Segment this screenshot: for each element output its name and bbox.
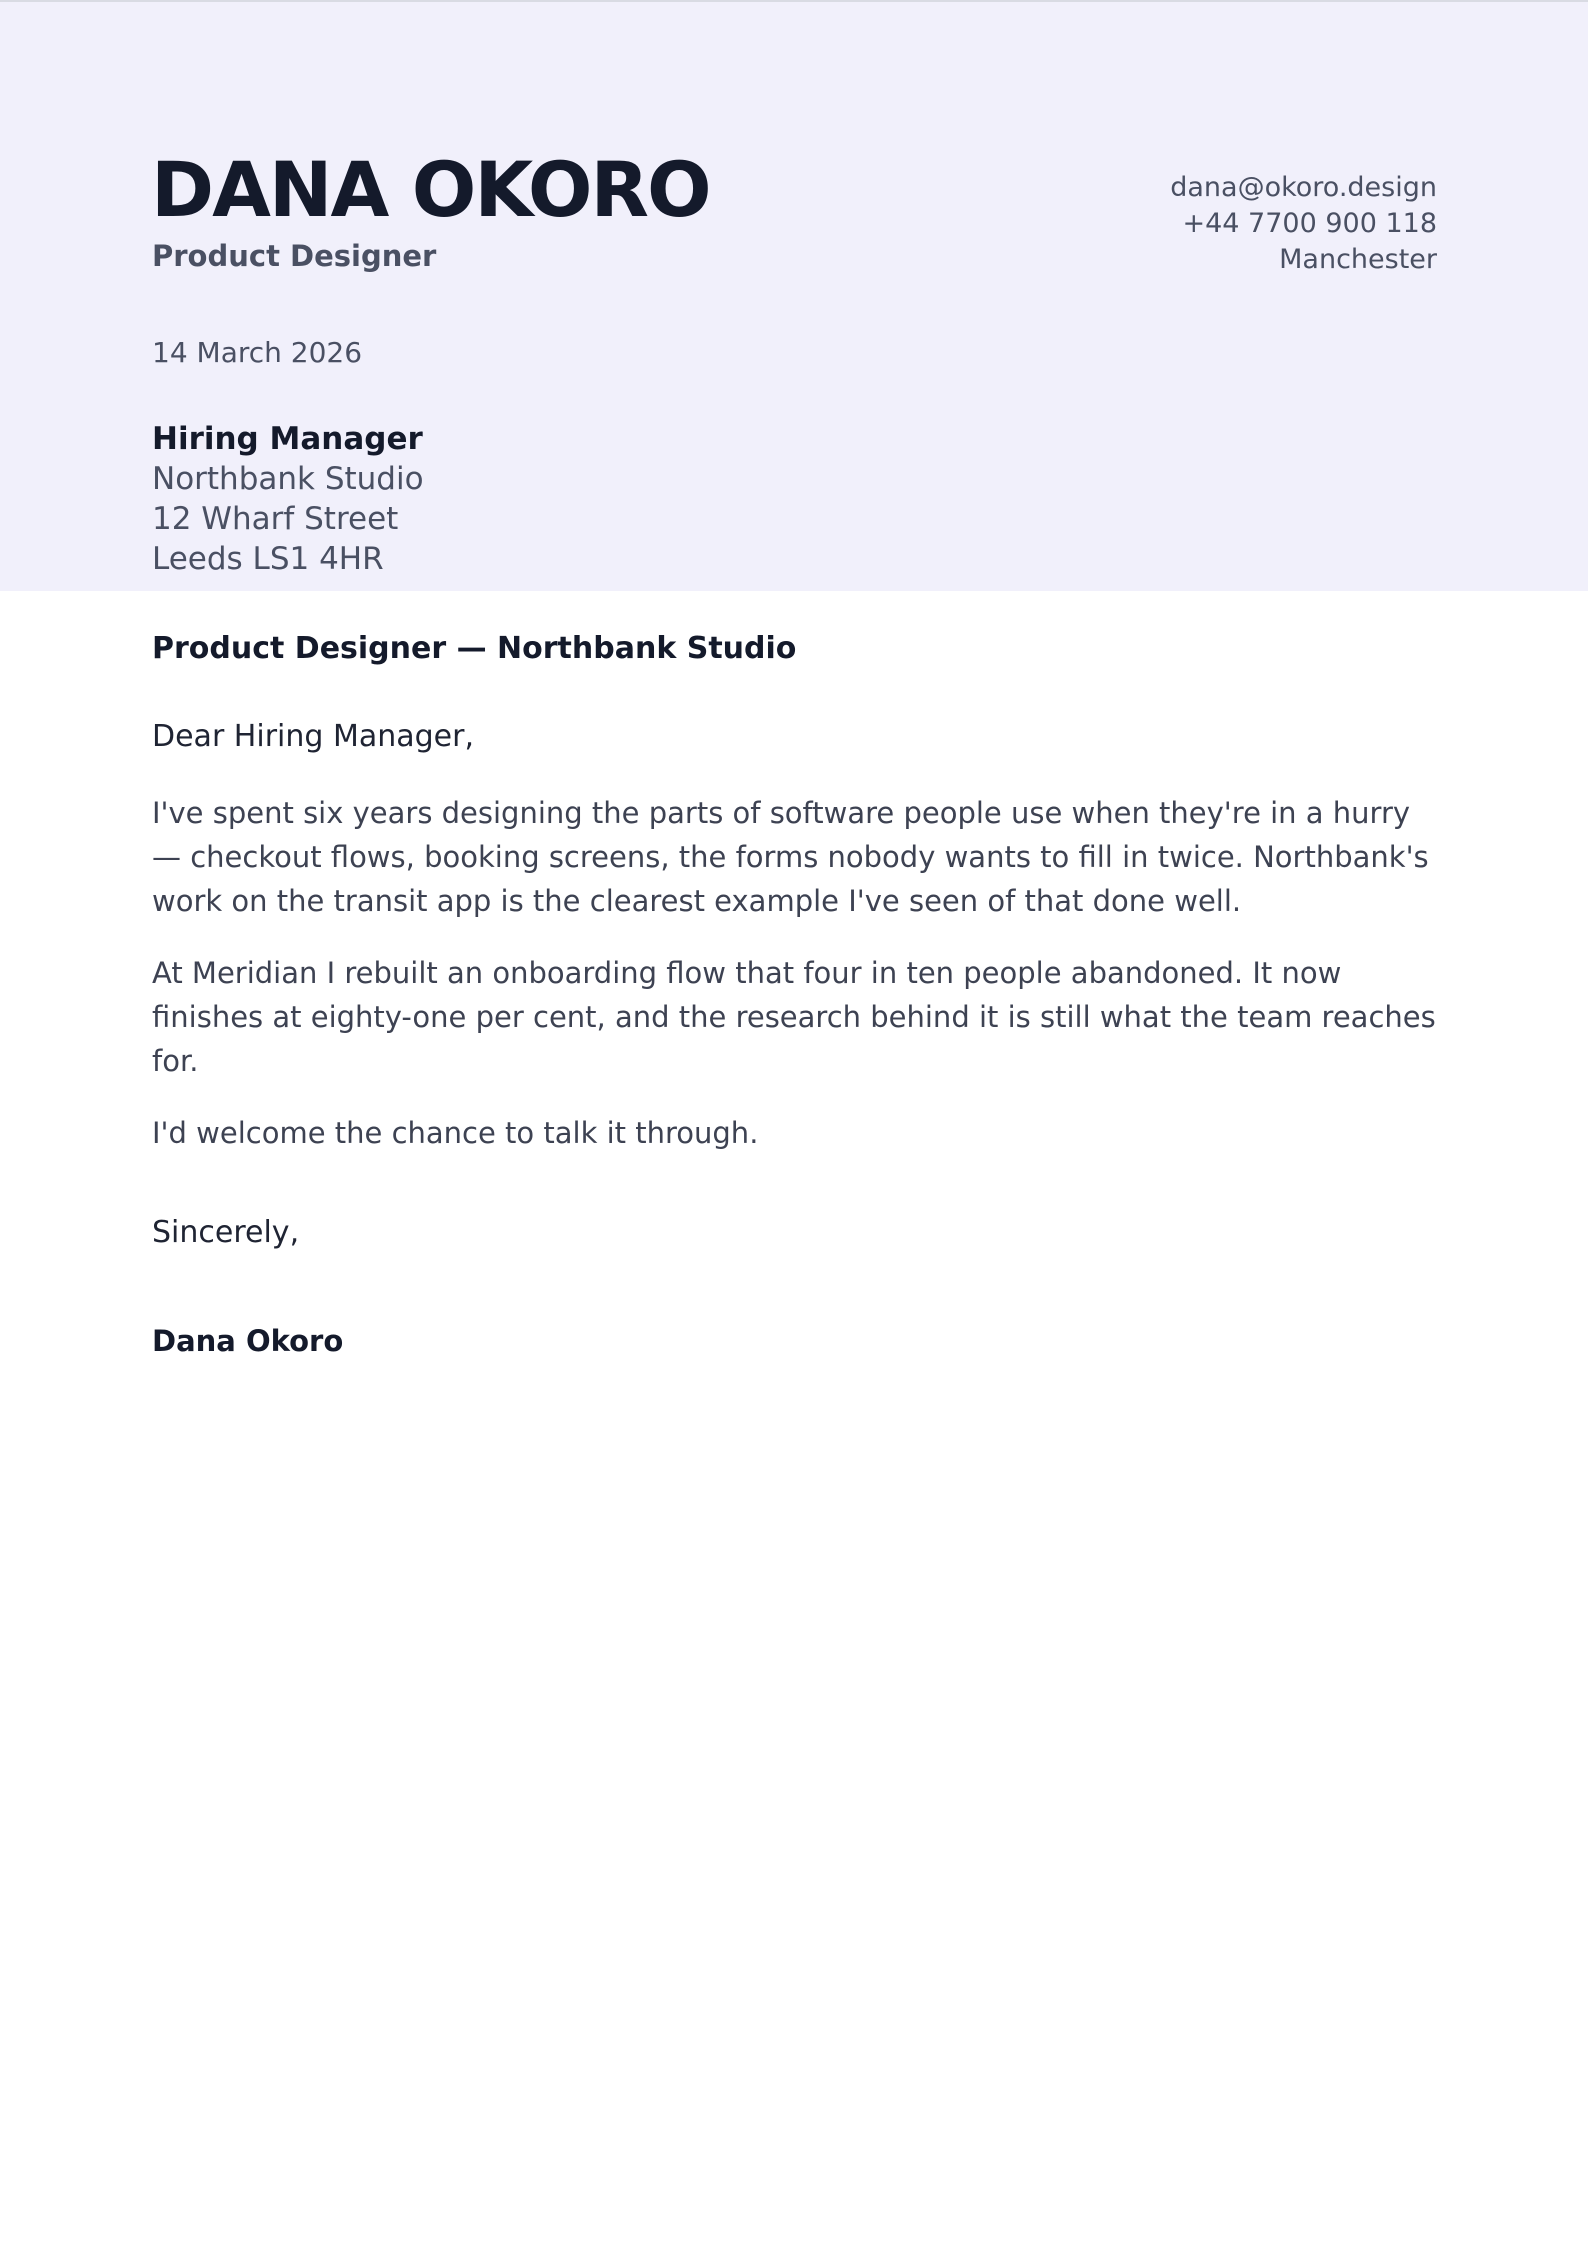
body-paragraph-3: I'd welcome the chance to talk it through. — [152, 1116, 759, 1150]
recipient-city: Leeds LS1 4HR — [152, 541, 384, 577]
recipient-address — [152, 419, 424, 579]
closing: Sincerely, — [152, 1215, 300, 1250]
letter-subject: Product Designer — Northbank Studio — [152, 631, 797, 666]
signature-name: Dana Okoro — [152, 1324, 344, 1358]
recipient-company: Northbank Studio — [152, 461, 424, 497]
recipient-street: 12 Wharf Street — [152, 501, 399, 537]
letter-date: 14 March 2026 — [152, 336, 363, 369]
contact-city: Manchester — [1279, 244, 1437, 275]
contact-email[interactable]: dana@okoro.design — [1170, 172, 1437, 203]
contact-phone[interactable]: +44 7700 900 118 — [1182, 208, 1437, 239]
recipient-name: Hiring Manager — [152, 421, 423, 457]
sender-role: Product Designer — [152, 239, 437, 273]
salutation: Dear Hiring Manager, — [152, 719, 475, 754]
body-paragraph-2: At Meridian I rebuilt an onboarding flow that four in ten people abandoned. It now finishes at eighty-one per cent, and the research behind it is still what the team reaches for. — [152, 956, 1436, 1078]
contact-block — [1170, 170, 1437, 278]
body-paragraph-1: I've spent six years designing the parts of software people use when they're in a hurry — checkout flows, booking screens, the forms nobody wants to fill in twice. Northbank's work on the transit app is the clearest example I've seen of that done well. — [152, 796, 1429, 918]
sender-name: DANA OKORO — [151, 145, 710, 234]
